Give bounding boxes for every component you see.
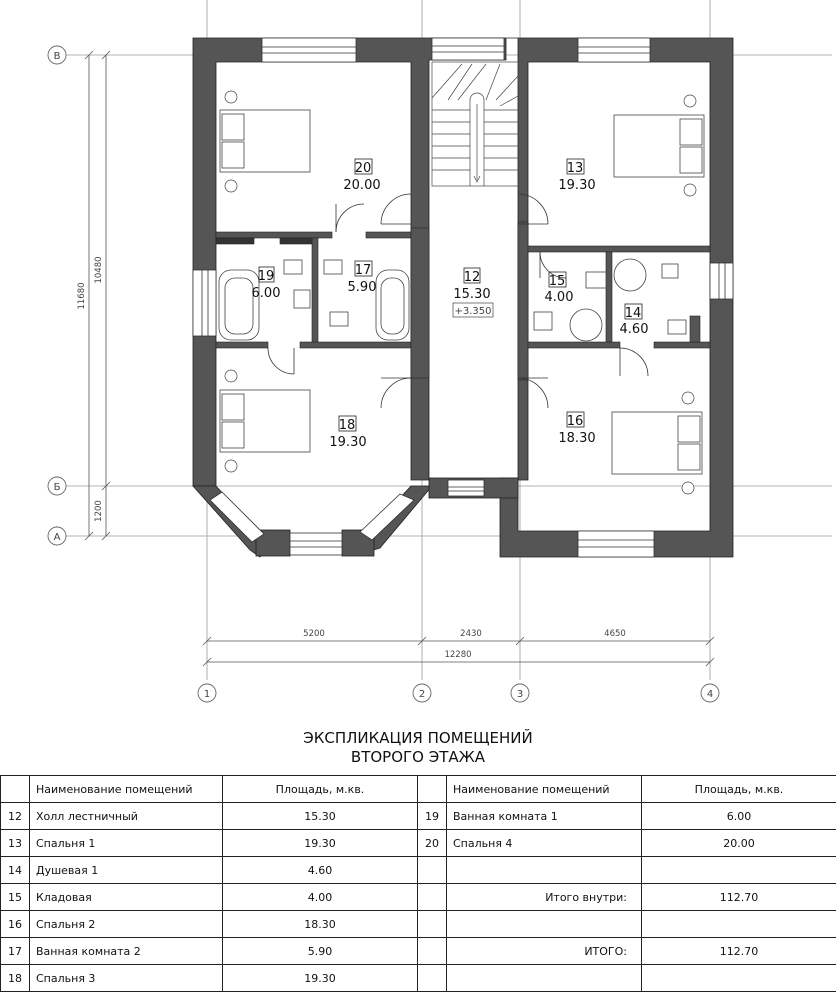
dim-12280: 12280 xyxy=(444,650,472,660)
dim-5200: 5200 xyxy=(303,629,325,639)
room-12-level: +3.350 xyxy=(454,306,492,317)
dim-1200: 1200 xyxy=(94,500,104,522)
cell-num xyxy=(418,911,447,938)
cell-name: Ванная комната 1 xyxy=(447,803,642,830)
table-row xyxy=(1,965,836,992)
cell-area xyxy=(642,965,836,992)
staircase xyxy=(432,62,518,186)
cell-total-inside-label: Итого внутри: xyxy=(447,884,642,911)
cell-area xyxy=(642,911,836,938)
cell-num: 19 xyxy=(418,803,447,830)
cell-num: 14 xyxy=(1,857,30,884)
table-row xyxy=(1,857,836,884)
header-area-right: Площадь, м.кв. xyxy=(642,776,836,803)
room-14-area: 4.60 xyxy=(619,322,649,337)
cell-name xyxy=(447,965,642,992)
cell-area xyxy=(642,857,836,884)
cell-name xyxy=(447,857,642,884)
room-labels xyxy=(252,159,649,450)
table-row xyxy=(1,830,836,857)
room-14-number: 14 xyxy=(624,306,642,321)
room-18-area: 19.30 xyxy=(329,435,367,450)
table-header xyxy=(1,776,836,803)
cell-name xyxy=(447,911,642,938)
room-12-area: 15.30 xyxy=(453,287,491,302)
room-16-number: 16 xyxy=(566,414,584,429)
axis-label-b: Б xyxy=(53,482,61,493)
dim-11680: 11680 xyxy=(77,282,87,310)
cell-num: 18 xyxy=(1,965,30,992)
cell-total-label: ИТОГО: xyxy=(447,938,642,965)
axis-label-4: 4 xyxy=(706,689,714,700)
dim-10480: 10480 xyxy=(94,256,104,284)
header-num-left xyxy=(1,776,30,803)
room-16-area: 18.30 xyxy=(558,431,596,446)
title-line-2: ВТОРОГО ЭТАЖА xyxy=(350,748,486,766)
cell-num: 20 xyxy=(418,830,447,857)
axis-label-3: 3 xyxy=(516,689,524,700)
cell-name: Спальня 1 xyxy=(30,830,223,857)
cell-name: Душевая 1 xyxy=(30,857,223,884)
cell-num: 17 xyxy=(1,938,30,965)
axis-label-1: 1 xyxy=(203,689,211,700)
cell-num xyxy=(418,938,447,965)
cell-num: 13 xyxy=(1,830,30,857)
dim-4650: 4650 xyxy=(604,629,626,639)
cell-num xyxy=(418,965,447,992)
axis-label-a: А xyxy=(53,532,61,543)
cell-name: Ванная комната 2 xyxy=(30,938,223,965)
cell-name: Спальня 2 xyxy=(30,911,223,938)
cell-name: Спальня 3 xyxy=(30,965,223,992)
room-19-area: 6.00 xyxy=(251,286,281,301)
cell-area: 19.30 xyxy=(223,830,418,857)
header-area-left: Площадь, м.кв. xyxy=(223,776,418,803)
cell-area: 4.60 xyxy=(223,857,418,884)
room-13-number: 13 xyxy=(566,161,584,176)
cell-area: 6.00 xyxy=(642,803,836,830)
room-19-number: 19 xyxy=(257,269,275,284)
room-13-area: 19.30 xyxy=(558,178,596,193)
dim-2430: 2430 xyxy=(460,629,482,639)
explication-title xyxy=(0,729,836,767)
cell-area: 4.00 xyxy=(223,884,418,911)
header-name-right: Наименование помещений xyxy=(447,776,642,803)
room-15-area: 4.00 xyxy=(544,290,574,305)
room-17-number: 17 xyxy=(354,263,372,278)
cell-name: Спальня 4 xyxy=(447,830,642,857)
cell-num: 15 xyxy=(1,884,30,911)
room-12-number: 12 xyxy=(463,270,481,285)
cell-area: 18.30 xyxy=(223,911,418,938)
cell-num: 16 xyxy=(1,911,30,938)
table-row xyxy=(1,938,836,965)
header-num-right xyxy=(418,776,447,803)
title-line-1: ЭКСПЛИКАЦИЯ ПОМЕЩЕНИЙ xyxy=(303,729,533,747)
cell-name: Кладовая xyxy=(30,884,223,911)
axis-label-v: В xyxy=(53,51,61,62)
room-17-area: 5.90 xyxy=(347,280,377,295)
cell-area: 20.00 xyxy=(642,830,836,857)
cell-name: Холл лестничный xyxy=(30,803,223,830)
table-row xyxy=(1,803,836,830)
room-20-area: 20.00 xyxy=(343,178,381,193)
cell-num: 12 xyxy=(1,803,30,830)
cell-area: 5.90 xyxy=(223,938,418,965)
table-row xyxy=(1,911,836,938)
header-name-left: Наименование помещений xyxy=(30,776,223,803)
cell-area: 15.30 xyxy=(223,803,418,830)
room-15-number: 15 xyxy=(548,274,566,289)
cell-area: 19.30 xyxy=(223,965,418,992)
table-row xyxy=(1,884,836,911)
cell-num xyxy=(418,857,447,884)
explication-table xyxy=(0,775,836,992)
room-18-number: 18 xyxy=(338,418,356,433)
cell-area: 112.70 xyxy=(642,884,836,911)
axis-label-2: 2 xyxy=(418,689,426,700)
cell-area: 112.70 xyxy=(642,938,836,965)
cell-num xyxy=(418,884,447,911)
room-20-number: 20 xyxy=(354,161,372,176)
